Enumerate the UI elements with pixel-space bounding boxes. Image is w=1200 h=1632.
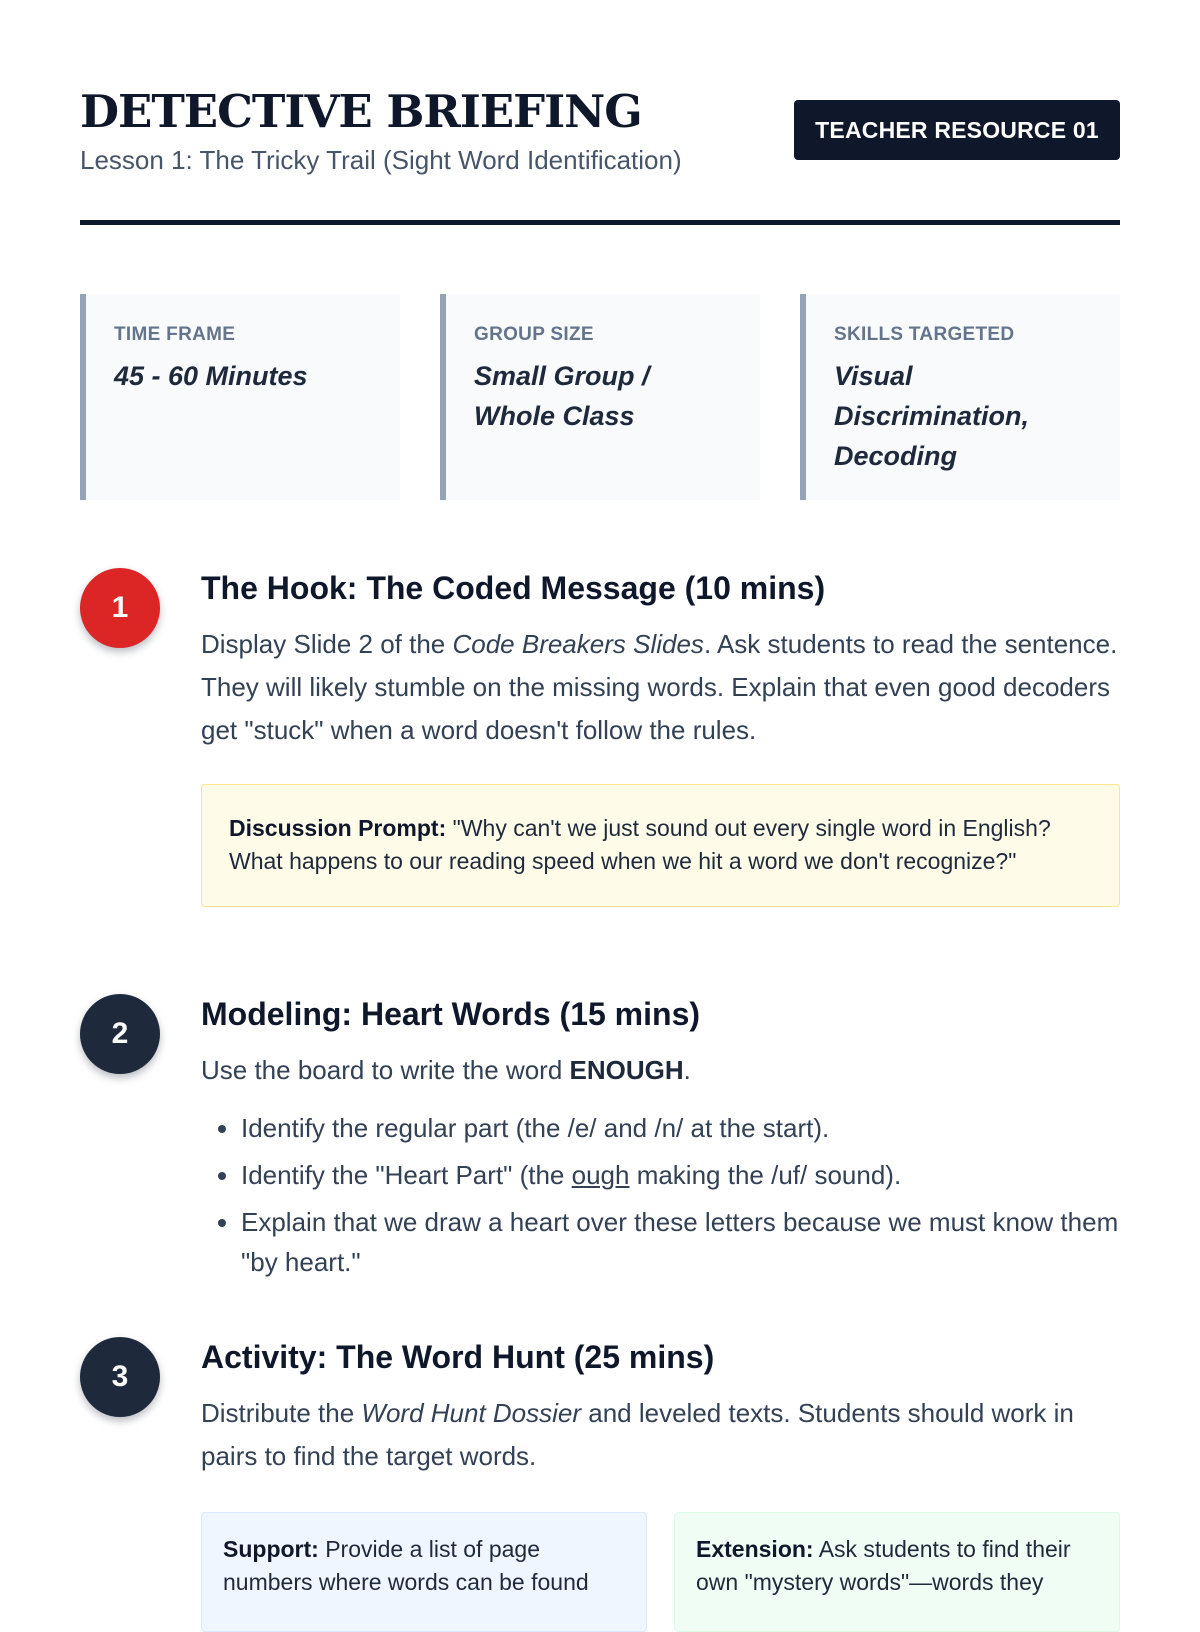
resource-title: Word Hunt Dossier [361, 1398, 582, 1428]
briefing-header [80, 84, 1120, 224]
group-size-card [440, 294, 760, 500]
differentiation-boxes [201, 1512, 1120, 1632]
support-text: Provide a list of page numbers where words can be found [223, 1536, 589, 1595]
card-label: TIME FRAME [114, 324, 236, 345]
step-number-badge: 2 [80, 994, 160, 1074]
info-cards [80, 294, 1120, 500]
skills-targeted-card [800, 294, 1120, 500]
target-word: ENOUGH [569, 1055, 684, 1085]
step-text-part: Use the board to write the word [201, 1055, 570, 1085]
card-value: Visual Discrimination, Decoding [834, 361, 1030, 471]
heart-part-letters: ough [571, 1160, 630, 1190]
step-text-part: and leveled texts. Students should work in pairs to find the target words. [201, 1398, 1074, 1471]
time-frame-card [80, 294, 400, 500]
step-title: Modeling: Heart Words (15 mins) [201, 996, 701, 1032]
extension-label: Extension: [696, 1536, 814, 1562]
discussion-prompt-box [201, 784, 1120, 907]
card-label: SKILLS TARGETED [834, 324, 1015, 345]
step-text-part: Distribute the [201, 1398, 362, 1428]
step-description [201, 1049, 1120, 1092]
resource-title: Code Breakers Slides [452, 629, 704, 659]
support-box [201, 1512, 647, 1632]
step-title: The Hook: The Coded Message (10 mins) [201, 570, 826, 606]
prompt-text: "Why can't we just sound out every single word in English? What happens to our reading speed when we hit a word we don't recognize?" [229, 815, 1051, 874]
card-value: Small Group / Whole Class [474, 361, 650, 431]
lesson-subtitle: Lesson 1: The Tricky Trail (Sight Word Identification) [80, 145, 682, 175]
extension-text: Ask students to find their own "mystery words"—words they [696, 1536, 1071, 1595]
support-label: Support: [223, 1536, 319, 1562]
step-body [201, 568, 1120, 907]
step-text-part: . [683, 1055, 691, 1085]
step-body [201, 1337, 1120, 1632]
list-item [241, 1155, 1120, 1195]
step-description [201, 623, 1120, 752]
card-value: 45 - 60 Minutes [114, 361, 308, 391]
list-item: • Explain that we draw a heart over these letters because we must know them "by heart." [241, 1202, 1120, 1282]
list-item: • Identify the regular part (the /e/ and /n/ at the start). [241, 1108, 1120, 1148]
list-item-text: Identify the "Heart Part" (the [241, 1160, 572, 1190]
modeling-steps-list [201, 1108, 1120, 1282]
step-number-badge: 3 [80, 1337, 160, 1417]
list-item-text: making the /uf/ sound). [629, 1160, 902, 1190]
extension-box [674, 1512, 1120, 1632]
step-number-badge: 1 [80, 568, 160, 648]
step-description [201, 1392, 1120, 1478]
step-title: Activity: The Word Hunt (25 mins) [201, 1339, 715, 1375]
prompt-label: Discussion Prompt: [229, 815, 447, 841]
step-text-part: Display Slide 2 of the [201, 629, 453, 659]
header-divider [80, 220, 1120, 225]
step-body [201, 994, 1120, 1289]
card-label: GROUP SIZE [474, 324, 594, 345]
resource-badge: TEACHER RESOURCE 01 [794, 100, 1120, 160]
page-title: DETECTIVE BRIEFING [80, 85, 642, 138]
step-text-part: . Ask students to read the sentence. They will likely stumble on the missing words. Explain that even good decoders get "stuck" when a word doesn't follow the rules. [201, 629, 1118, 745]
